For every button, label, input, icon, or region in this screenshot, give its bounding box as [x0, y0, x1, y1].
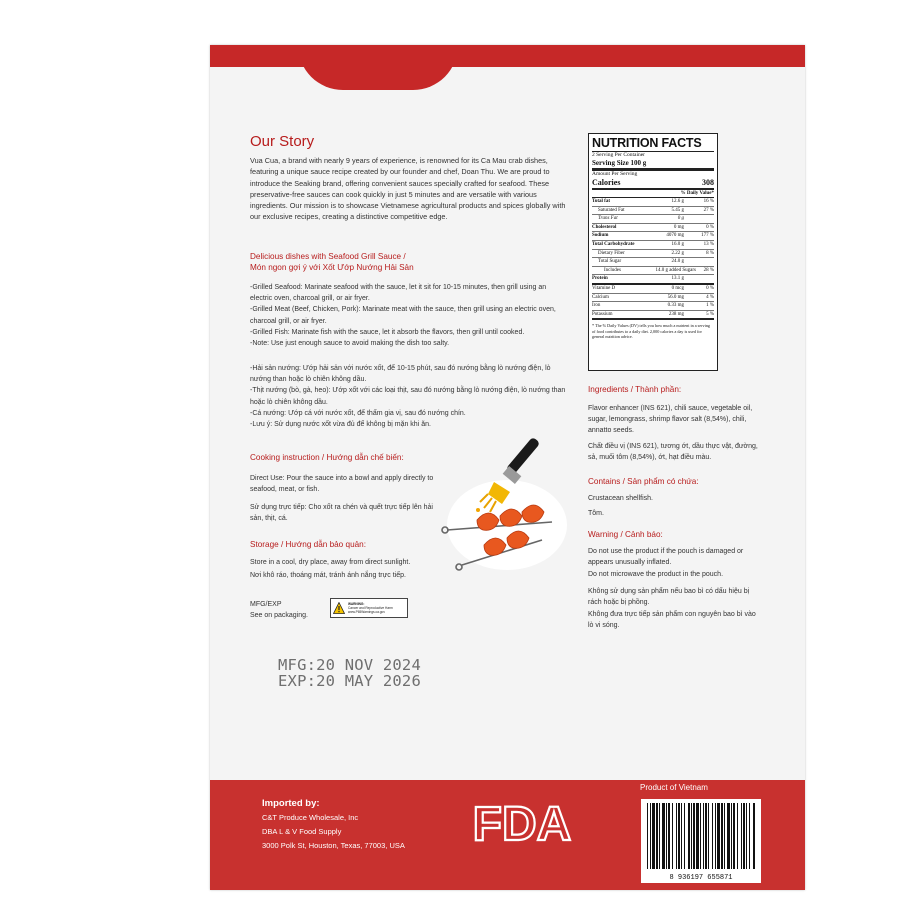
amount-per-serving: Amount Per Serving	[592, 171, 638, 177]
nutrient-row: Includes 14.0 g added Sugars 28 %	[592, 267, 714, 276]
serving-size: Serving Size 100 g	[592, 159, 714, 171]
package-back-panel	[210, 45, 805, 890]
importer-line: DBA L & V Food Supply	[262, 827, 342, 836]
importer-line: 3000 Polk St, Houston, Texas, 77003, USA	[262, 841, 405, 850]
calories-label: Calories	[592, 178, 621, 187]
importer-block	[262, 797, 405, 853]
prop65-warning	[330, 598, 408, 618]
nutrient-row: Cholesterol 0 mg 0 %	[592, 224, 714, 233]
dish-vi-line: -Hải sản nướng: Ướp hải sản với nước xốt, để 10-15 phút, sau đó nướng bằng lò nướng điện, lò nướng than hoặc lò chiên không dầu.	[250, 365, 551, 384]
barcode-icon	[641, 799, 761, 883]
story-title: Our Story	[250, 133, 315, 150]
cooking-en: Direct Use: Pour the sauce into a bowl and apply directly to seafood, meat, or fish.	[250, 475, 434, 494]
bottom-red-band	[210, 780, 805, 890]
importer-line: C&T Produce Wholesale, Inc	[262, 813, 359, 822]
servings-per-container: 2 Serving Per Container	[592, 152, 646, 158]
story-text: Vua Cua, a brand with nearly 9 years of experience, is renowned for its Ca Mau crab dishes, featuring a unique sauce recipe created by our founder and chef, Doan Thu. We are proud to introduce the Seaking brand, offering convenient sauces specially crafted for seafood. These preservative-free sauces can cook quickly in just 5 minutes and are versatile with various ingredients. Our mission is to showcase Vietnamese agricultural products and spices globally with our exclusive recipes, creating a distinctive competitive edge.	[250, 156, 566, 222]
nutrition-footnote: * The % Daily Values (DV) tells you how much a nutrient in a serving of food contributes to a daily diet. 2,000 calories a day is used for general nutrition advice.	[592, 323, 711, 340]
warning-vi-1: Không sử dụng sản phẩm nếu bao bì có dấu hiệu bị rách hoặc bị phồng.	[588, 588, 750, 607]
nutrient-row: Total fat 12.6 g 16 %	[592, 198, 714, 207]
daily-value-header: % Daily Value*	[592, 190, 714, 198]
mfg-stamp: MFG:20 NOV 2024	[278, 656, 421, 674]
nutrient-row: Total Carbohydrate 16.0 g 13 %	[592, 241, 714, 250]
nutrient-row: Iron 0.33 mg 1 %	[592, 302, 714, 311]
mfg-exp-label: MFG/EXP	[250, 601, 282, 608]
nutrient-row: Potassium 238 mg 5 %	[592, 311, 714, 321]
calories-row	[592, 178, 714, 190]
dishes-title-vi: Món ngon gợi ý với Xốt Ướp Nướng Hải Sản	[250, 263, 414, 272]
nutrition-title: NUTRITION FACTS	[592, 136, 714, 152]
nutrient-row: Sodium 4070 mg 177 %	[592, 232, 714, 241]
top-red-tab	[298, 45, 458, 90]
warning-triangle-icon	[333, 602, 345, 614]
dishes-vi-list	[250, 363, 570, 430]
dish-en-line: -Grilled Seafood: Marinate seafood with the sauce, let it sit for 10-15 minutes, then grill using an electric oven, charcoal grill, or air fryer.	[250, 284, 547, 303]
nutrient-row: Total Sugar 24.0 g	[592, 258, 714, 267]
ingredients-vi: Chất điều vị (INS 621), tương ớt, dầu thực vật, đường, sả, muối tôm (8,54%), ớt, hạt điều màu.	[588, 443, 758, 462]
dishes-en-list	[250, 282, 570, 349]
contains-en: Crustacean shellfish.	[588, 495, 653, 502]
nutrient-row: Calcium 56.0 mg 4 %	[592, 294, 714, 303]
ingredients-en: Flavor enhancer (INS 621), chili sauce, vegetable oil, sugar, lemongrass, shrimp flavor salt (8,54%), chili, annatto seeds.	[588, 405, 753, 435]
importer-head: Imported by:	[262, 798, 320, 809]
warning-title: Warning / Cảnh báo:	[588, 530, 663, 539]
warning-en-2: Do not microwave the product in the pouch.	[588, 571, 724, 578]
exp-stamp: EXP:20 MAY 2026	[278, 672, 421, 690]
shrimp-skewer-illustration	[432, 430, 572, 580]
nutrient-row: Trans Fat 0 g	[592, 215, 714, 224]
storage-title: Storage / Hướng dẫn bảo quản:	[250, 540, 367, 549]
date-stamp	[278, 657, 421, 689]
prop65-head: WARNING:	[348, 602, 365, 606]
prop65-url: www.P65Warnings.ca.gov	[348, 610, 385, 614]
calories-value: 308	[702, 178, 714, 187]
fda-logo	[465, 798, 580, 848]
barcode	[641, 799, 761, 883]
product-of: Product of Vietnam	[640, 783, 708, 792]
cooking-vi: Sử dụng trực tiếp: Cho xốt ra chén và quết trực tiếp lên hải sản, thịt, cá.	[250, 504, 433, 523]
nutrition-facts-panel	[588, 133, 718, 371]
cooking-title: Cooking instruction / Hướng dẫn chế biến:	[250, 453, 404, 462]
nutrient-row: Protein 13.1 g	[592, 275, 714, 285]
dish-en-line: -Grilled Fish: Marinate fish with the sauce, let it absorb the flavors, then grill until cooked.	[250, 328, 525, 336]
nutrient-row: Saturated Fat 5.45 g 27 %	[592, 207, 714, 216]
dish-vi-line: -Lưu ý: Sử dụng nước xốt vừa đủ để không bị mặn khi ăn.	[250, 421, 431, 429]
dish-en-line: -Grilled Meat (Beef, Chicken, Pork): Marinate meat with the sauce, then grill using an electric oven, charcoal grill, or air fryer.	[250, 306, 556, 325]
barcode-area	[635, 783, 765, 887]
dish-en-line: -Note: Use just enough sauce to avoid making the dish too salty.	[250, 340, 450, 348]
storage-en: Store in a cool, dry place, away from direct sunlight.	[250, 559, 411, 566]
fda-logo-text: FDA	[472, 798, 572, 848]
prop65-text: Cancer and Reproductive Harm	[348, 606, 393, 610]
dishes-title-en: Delicious dishes with Seafood Grill Sauce /	[250, 252, 406, 261]
dish-vi-line: -Cá nướng: Ướp cá với nước xốt, để thấm gia vị, sau đó nướng chín.	[250, 409, 466, 417]
storage-vi: Nơi khô ráo, thoáng mát, tránh ánh nắng trực tiếp.	[250, 572, 406, 579]
contains-vi: Tôm.	[588, 510, 604, 517]
barcode-number: 8 936197 655871	[669, 874, 733, 882]
mfg-exp-note: See on packaging.	[250, 612, 308, 619]
nutrient-row: Dietary Fiber 2.22 g 8 %	[592, 250, 714, 259]
dish-vi-line: -Thịt nướng (bò, gà, heo): Ướp xốt với các loại thịt, sau đó nướng bằng lò nướng điện, lò nướng than hoặc lò chiên không dầu.	[250, 387, 566, 406]
ingredients-title: Ingredients / Thành phần:	[588, 385, 682, 394]
warning-en-1: Do not use the product if the pouch is damaged or appears unusually inflated.	[588, 548, 744, 567]
contains-title: Contains / Sản phẩm có chứa:	[588, 477, 699, 486]
warning-vi-2: Không đưa trực tiếp sản phẩm con nguyên bao bì vào lò vi sóng.	[588, 611, 756, 630]
nutrient-row: Vitamine D 0 mcg 0 %	[592, 285, 714, 294]
